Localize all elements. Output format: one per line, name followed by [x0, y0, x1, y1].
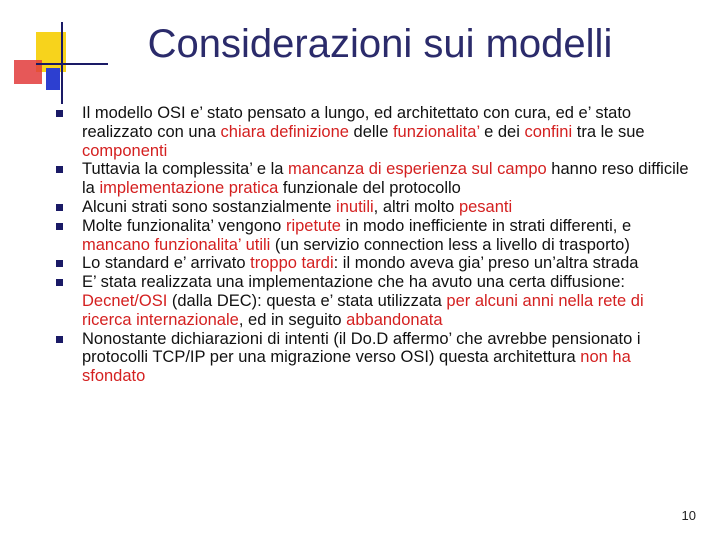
square-bullet-icon: [56, 336, 63, 343]
highlighted-text: confini: [524, 122, 573, 141]
bullet-text: in modo inefficiente in strati differenti, e: [341, 216, 632, 235]
square-bullet-icon: [56, 260, 63, 267]
square-bullet-icon: [56, 166, 63, 173]
bullet-text: Il modello OSI e’ stato pensato a lungo, ed architettato con cura, ed e’ stato realizzato con una: [82, 104, 632, 141]
slide-logo-icon: [0, 0, 110, 110]
bullet-item: [56, 217, 690, 255]
bullet-item: [56, 198, 690, 217]
square-bullet-icon: [56, 110, 63, 117]
bullet-item: [56, 160, 690, 198]
bullet-item: [56, 104, 690, 160]
highlighted-text: non ha sfondato: [82, 348, 631, 386]
highlighted-text: chiara definizione: [220, 122, 349, 141]
square-bullet-icon: [56, 204, 63, 211]
highlighted-text: Decnet/OSI: [82, 291, 168, 310]
bullet-text: Molte funzionalita’ vengono: [82, 216, 286, 235]
bullet-text: funzionale del protocollo: [278, 179, 461, 198]
bullet-text: Tuttavia la complessita’ e la: [82, 160, 289, 179]
page-number: 10: [681, 508, 696, 523]
bullet-item: [56, 254, 690, 273]
highlighted-text: inutili: [336, 197, 374, 216]
square-bullet-icon: [56, 223, 63, 230]
highlighted-text: ripetute: [285, 216, 341, 235]
highlighted-text: abbandonata: [346, 310, 443, 329]
logo-blue-square: [46, 68, 60, 90]
bullet-text: delle: [348, 122, 393, 141]
slide-title: Considerazioni sui modelli: [147, 22, 613, 66]
highlighted-text: mancanza di esperienza sul campo: [288, 160, 547, 179]
bullet-text: (dalla DEC): questa e’ stata utilizzata: [167, 291, 447, 310]
highlighted-text: funzionalita’: [392, 122, 480, 141]
bullet-text: : il mondo aveva gia’ preso un’altra strada: [333, 254, 639, 273]
bullet-text: tra le sue: [572, 122, 645, 141]
bullet-text: Lo standard e’ arrivato: [82, 254, 251, 273]
bullet-text: Nonostante dichiarazioni di intenti (il Do.D affermo’ che avrebbe pensionato i protocolli TCP/IP per una migrazione verso OSI) questa architettura: [82, 329, 641, 367]
bullet-text: (un servizio connection less a livello di trasporto): [270, 235, 630, 254]
highlighted-text: pesanti: [458, 197, 513, 216]
highlighted-text: implementazione pratica: [99, 179, 279, 198]
highlighted-text: mancano funzionalita’ utili: [82, 235, 271, 254]
highlighted-text: componenti: [82, 141, 168, 160]
bullet-text: e dei: [479, 122, 525, 141]
highlighted-text: troppo tardi: [250, 254, 334, 273]
bullet-text: Alcuni strati sono sostanzialmente: [82, 197, 337, 216]
bullet-text: hanno reso difficile la: [82, 160, 689, 198]
bullet-item: [56, 330, 690, 386]
bullet-list: [56, 104, 690, 386]
highlighted-text: per alcuni anni nella rete di ricerca internazionale: [82, 291, 644, 329]
bullet-text: , ed in seguito: [238, 310, 347, 329]
bullet-text: E’ stata realizzata una implementazione che ha avuto una certa diffusione:: [82, 273, 626, 292]
square-bullet-icon: [56, 279, 63, 286]
bullet-item: [56, 273, 690, 329]
bullet-text: , altri molto: [373, 197, 459, 216]
